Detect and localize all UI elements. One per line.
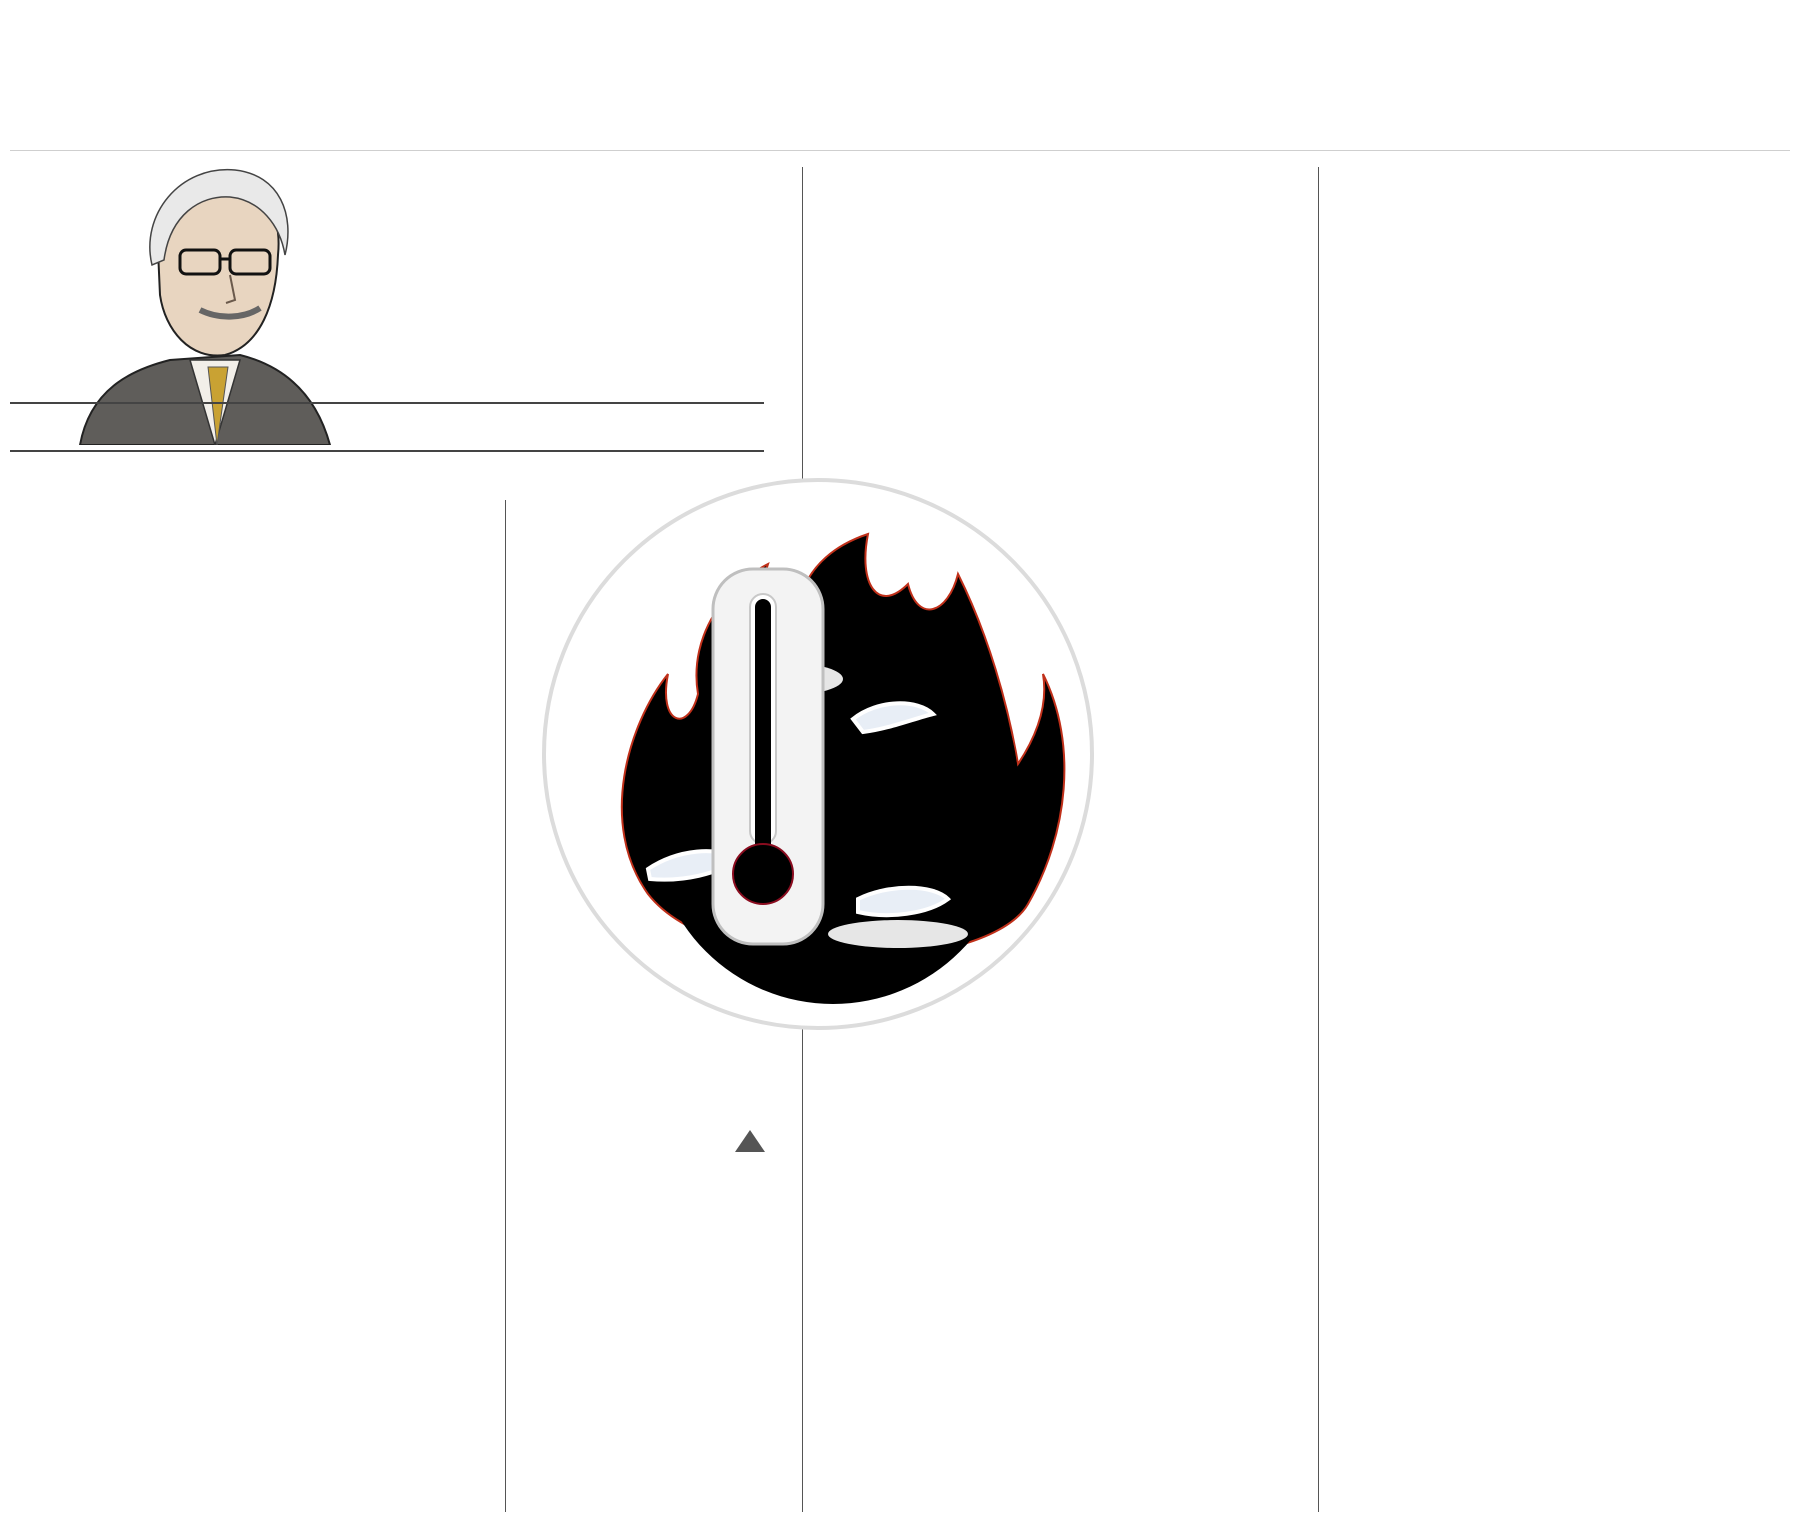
- thermometer: [713, 569, 823, 944]
- burning-earth-illustration: [538, 474, 1098, 1034]
- credit-arrow-icon: [735, 1130, 765, 1152]
- byline-rule-bottom: [10, 450, 764, 452]
- top-divider: [10, 150, 1790, 151]
- column-rule-1: [505, 500, 506, 1512]
- byline-rule-top: [10, 402, 764, 404]
- column-rule-3: [1318, 167, 1319, 1512]
- article-column-1: [10, 493, 490, 499]
